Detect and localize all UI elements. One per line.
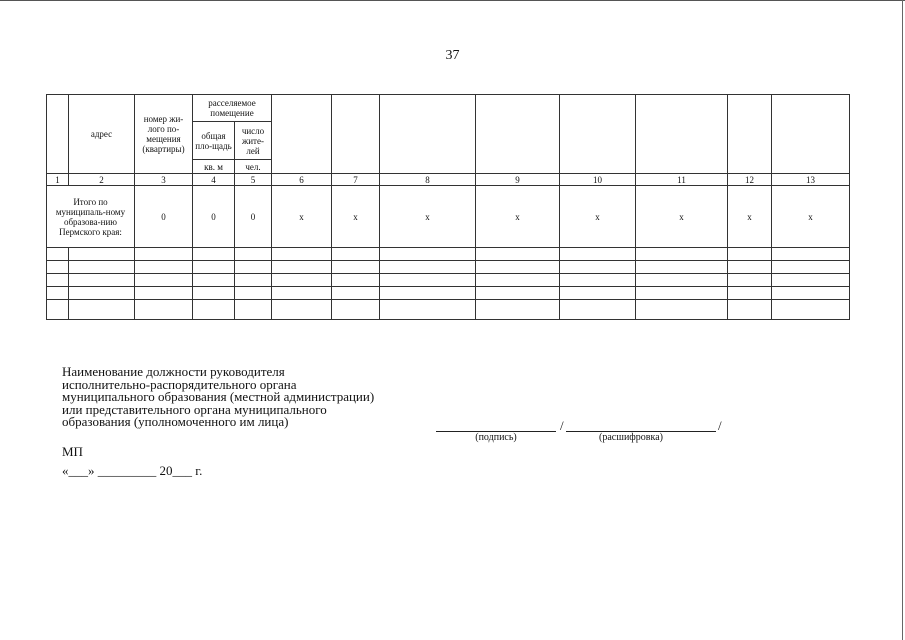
header-room-number: номер жи-лого по-мещения (квартиры) <box>135 95 193 174</box>
page-right-edge <box>902 0 903 640</box>
empty-row <box>47 248 850 261</box>
total-row-label: Итого по муниципаль-ному образова-нию Пермского края: <box>47 186 135 248</box>
page-number: 37 <box>445 48 460 63</box>
header-address: адрес <box>69 95 135 174</box>
total-cell: x <box>636 186 728 248</box>
position-line: Наименование должности руководителя <box>62 364 285 379</box>
column-number: 1 <box>47 174 69 186</box>
header-col-11 <box>636 95 728 174</box>
column-number: 10 <box>560 174 636 186</box>
official-position-title <box>62 366 442 429</box>
header-residents: число жите-лей <box>235 122 272 160</box>
total-cell: 0 <box>193 186 235 248</box>
position-line: образования (уполномоченного им лица) <box>62 414 289 429</box>
total-row <box>47 186 850 248</box>
column-number: 3 <box>135 174 193 186</box>
total-cell: x <box>728 186 772 248</box>
total-cell: x <box>332 186 380 248</box>
header-col-1 <box>47 95 69 174</box>
header-col-7 <box>332 95 380 174</box>
column-number: 11 <box>636 174 728 186</box>
column-number: 13 <box>772 174 850 186</box>
header-resettled-room: расселяемое помещение <box>193 95 272 122</box>
column-number: 6 <box>272 174 332 186</box>
transcript-caption: (расшифровка) <box>599 432 663 443</box>
column-number: 7 <box>332 174 380 186</box>
total-cell: x <box>772 186 850 248</box>
empty-row <box>47 261 850 274</box>
page-top-edge <box>0 0 905 1</box>
header-col-12 <box>728 95 772 174</box>
signature-caption: (подпись) <box>475 432 517 443</box>
stamp-place: МП <box>62 444 83 459</box>
total-cell: x <box>560 186 636 248</box>
total-cell: 0 <box>135 186 193 248</box>
empty-row <box>47 300 850 320</box>
total-cell: x <box>380 186 476 248</box>
empty-row <box>47 287 850 300</box>
column-number: 9 <box>476 174 560 186</box>
column-number: 2 <box>69 174 135 186</box>
position-line: исполнительно-распорядительного органа <box>62 376 297 392</box>
column-number: 8 <box>380 174 476 186</box>
total-cell: x <box>476 186 560 248</box>
header-col-9 <box>476 95 560 174</box>
column-number-row <box>47 174 850 186</box>
total-cell: x <box>272 186 332 248</box>
resettlement-table <box>46 94 850 320</box>
column-number: 4 <box>193 174 235 186</box>
header-unit-people: чел. <box>235 160 272 174</box>
column-number: 5 <box>235 174 272 186</box>
header-col-6 <box>272 95 332 174</box>
slash-separator: / <box>718 418 722 433</box>
header-col-13 <box>772 95 850 174</box>
slash-separator: / <box>560 418 564 433</box>
total-cell: 0 <box>235 186 272 248</box>
header-total-area: общая пло-щадь <box>193 122 235 160</box>
position-line: или представительного органа муниципального <box>62 401 327 417</box>
position-line: муниципального образования (местной администрации) <box>62 389 375 404</box>
header-unit-area: кв. м <box>193 160 235 174</box>
date-line: «___» _________ 20___ г. <box>62 463 203 478</box>
column-number: 12 <box>728 174 772 186</box>
empty-row <box>47 274 850 287</box>
header-col-8 <box>380 95 476 174</box>
header-col-10 <box>560 95 636 174</box>
